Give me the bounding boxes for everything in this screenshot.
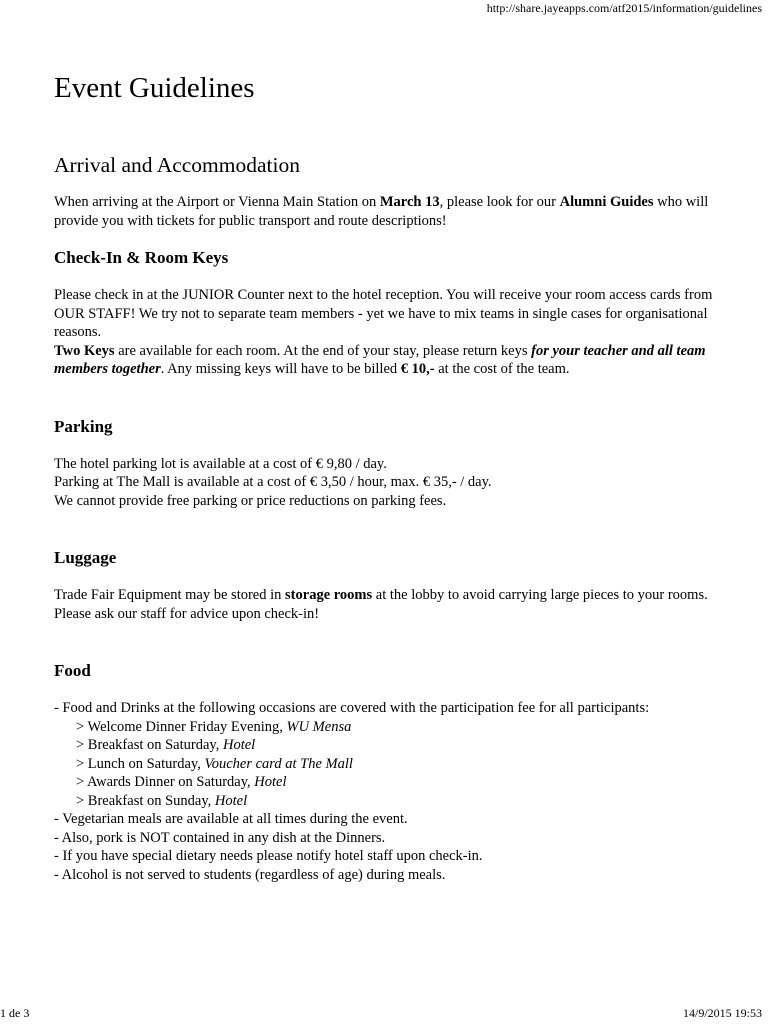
- text: . Any missing keys will have to be billed: [160, 361, 401, 377]
- date-highlight: March 13: [379, 194, 440, 210]
- keys-paragraph: [54, 342, 714, 379]
- page-number: 1 de 3: [0, 1006, 30, 1020]
- print-datetime: 14/9/2015 19:53: [682, 1006, 762, 1020]
- section-heading-food: Food: [54, 661, 91, 680]
- text: , please look for our: [439, 194, 560, 210]
- food-note: - Vegetarian meals are available at all times during the event.: [54, 811, 408, 827]
- food-note: - Also, pork is NOT contained in any dish at the Dinners.: [54, 829, 386, 846]
- food-note: - If you have special dietary needs please notify hotel staff upon check-in.: [54, 848, 483, 864]
- food-occasion: [54, 755, 714, 774]
- return-keys-highlight: for your teacher and all team members together: [54, 342, 706, 377]
- place: Hotel: [254, 774, 287, 790]
- parking-line: Parking at The Mall is available at a cost of € 3,50 / hour, max. € 35,- / day.: [54, 474, 492, 490]
- section-heading-luggage: Luggage: [54, 548, 117, 567]
- text: who will provide you with tickets for public transport and route descriptions!: [54, 194, 709, 229]
- section-heading-checkin: Check-In & Room Keys: [54, 248, 229, 267]
- fee-highlight: € 10,-: [400, 361, 435, 377]
- food-occasion: [54, 736, 714, 755]
- section-heading-arrival: Arrival and Accommodation: [54, 153, 300, 177]
- food-occasion: [54, 718, 714, 737]
- page-url: http://share.jayeapps.com/atf2015/information/guidelines: [486, 1, 762, 15]
- document-body: [54, 68, 714, 884]
- place: Hotel: [214, 792, 248, 809]
- page-title: Event Guidelines: [54, 72, 255, 104]
- food-note: - Alcohol is not served to students (regardless of age) during meals.: [54, 866, 446, 883]
- arrival-paragraph: [54, 193, 714, 230]
- text: > Breakfast on Saturday,: [76, 737, 223, 753]
- place: WU Mensa: [286, 718, 352, 735]
- luggage-paragraph: [54, 586, 714, 623]
- food-occasion: [54, 792, 714, 811]
- text: > Breakfast on Sunday,: [76, 792, 215, 809]
- food-intro: - Food and Drinks at the following occasions are covered with the participation fee for all participants:: [54, 700, 650, 716]
- text: When arriving at the Airport or Vienna Main Station on: [54, 194, 380, 210]
- alumni-guides-highlight: Alumni Guides: [559, 194, 654, 210]
- parking-line: We cannot provide free parking or price reductions on parking fees.: [54, 492, 447, 509]
- storage-rooms-highlight: storage rooms: [285, 587, 373, 603]
- parking-line: The hotel parking lot is available at a cost of € 9,80 / day.: [54, 455, 387, 472]
- text: at the lobby to avoid carrying large pieces to your rooms. Please ask our staff for advice upon check-in!: [54, 587, 708, 622]
- section-heading-parking: Parking: [54, 416, 113, 436]
- checkin-paragraph: Please check in at the JUNIOR Counter next to the hotel reception. You will receive your room access cards from OUR STAFF! We try not to separate team members - yet we have to mix teams in single cases for organisational reasons.: [54, 287, 713, 340]
- text: at the cost of the team.: [434, 361, 570, 377]
- text: > Welcome Dinner Friday Evening,: [76, 718, 287, 735]
- two-keys-highlight: Two Keys: [54, 342, 115, 359]
- text: are available for each room. At the end of your stay, please return keys: [114, 342, 532, 359]
- text: > Lunch on Saturday,: [76, 755, 205, 772]
- text: > Awards Dinner on Saturday,: [76, 774, 255, 790]
- place: Voucher card at The Mall: [204, 755, 353, 772]
- place: Hotel: [222, 737, 256, 753]
- food-occasion: [54, 773, 714, 792]
- text: Trade Fair Equipment may be stored in: [54, 587, 286, 603]
